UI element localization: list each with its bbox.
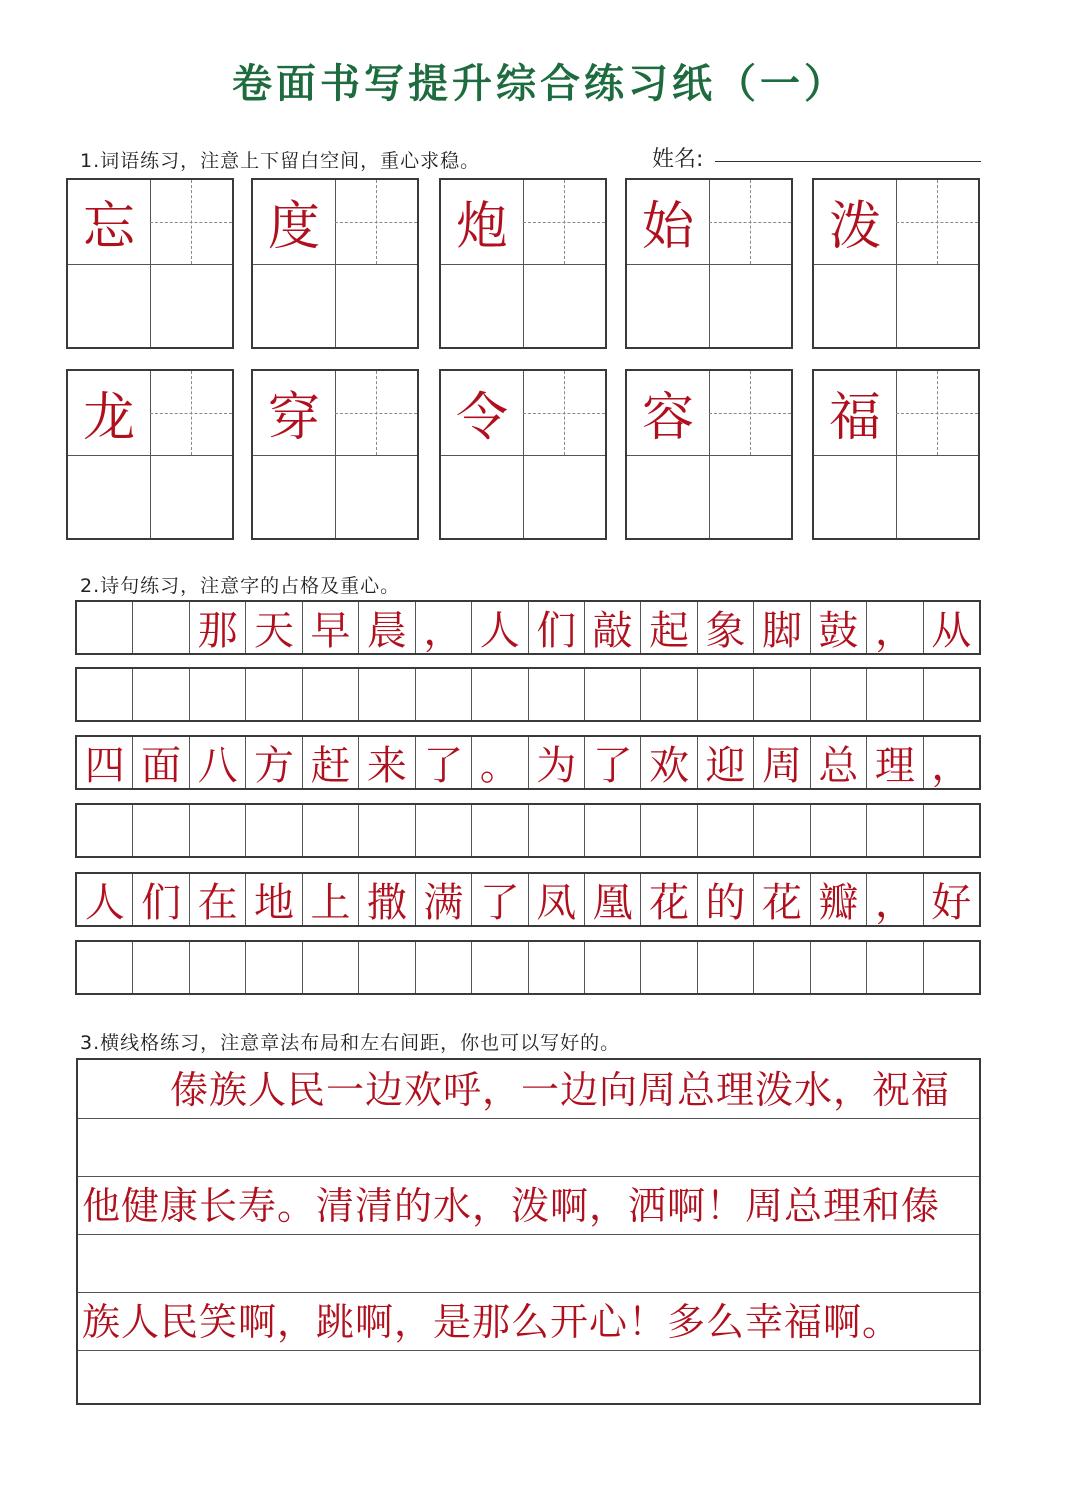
lined-practice-box — [76, 1058, 981, 1405]
grid-cell[interactable] — [529, 942, 585, 993]
grid-cell[interactable] — [416, 669, 472, 720]
grid-cell[interactable]: ， — [931, 743, 972, 789]
grid-cell[interactable]: 凤 — [529, 874, 585, 925]
grid-cell[interactable] — [641, 805, 697, 856]
model-sentence-row — [75, 735, 981, 790]
grid-cell[interactable]: 在 — [190, 874, 246, 925]
grid-cell[interactable]: 了 — [416, 737, 472, 788]
grid-cell[interactable] — [303, 669, 359, 720]
grid-cell[interactable] — [754, 669, 810, 720]
grid-cell[interactable] — [529, 669, 585, 720]
grid-cell[interactable] — [924, 669, 979, 720]
grid-cell[interactable] — [190, 942, 246, 993]
grid-cell[interactable]: 欢 — [641, 737, 697, 788]
grid-cell[interactable]: 人 — [77, 874, 133, 925]
grid-cell[interactable]: 们 — [529, 602, 585, 653]
blank-writing-line[interactable] — [82, 1120, 975, 1176]
grid-cell[interactable]: ， — [867, 874, 923, 925]
grid-cell[interactable] — [641, 942, 697, 993]
name-field[interactable] — [715, 161, 981, 162]
grid-cell[interactable] — [303, 942, 359, 993]
tian-box[interactable] — [66, 369, 234, 540]
grid-cell[interactable] — [811, 805, 867, 856]
grid-cell[interactable]: 花 — [641, 874, 697, 925]
grid-cell[interactable] — [698, 942, 754, 993]
grid-cell[interactable] — [303, 805, 359, 856]
grid-guide-line — [68, 264, 232, 265]
grid-cell[interactable] — [133, 669, 189, 720]
grid-guide-line — [627, 455, 791, 456]
blank-writing-line[interactable] — [82, 1236, 975, 1292]
grid-cell[interactable] — [472, 942, 528, 993]
grid-cell[interactable]: 总 — [811, 737, 867, 788]
grid-guide-line — [814, 455, 978, 456]
grid-guide-line — [68, 455, 232, 456]
grid-guide-line — [253, 264, 417, 265]
model-character: 始 — [641, 197, 694, 258]
tian-box[interactable] — [251, 369, 419, 540]
grid-cell[interactable] — [472, 805, 528, 856]
ruled-line — [78, 1292, 979, 1293]
grid-guide-line — [709, 413, 791, 414]
grid-cell[interactable] — [190, 805, 246, 856]
grid-cell[interactable]: 象 — [698, 602, 754, 653]
grid-cell[interactable]: 凰 — [585, 874, 641, 925]
grid-cell[interactable]: 起 — [641, 602, 697, 653]
grid-cell[interactable]: 撒 — [359, 874, 415, 925]
model-character: 炮 — [455, 197, 508, 258]
grid-cell[interactable] — [585, 942, 641, 993]
grid-guide-line — [335, 222, 417, 223]
tian-box[interactable] — [812, 178, 980, 349]
page-title: 卷面书写提升综合练习纸（一） — [232, 60, 848, 107]
grid-cell[interactable]: 好 — [931, 880, 972, 926]
model-sentence-row — [75, 872, 981, 927]
model-character: 度 — [267, 197, 320, 258]
tian-box[interactable] — [625, 178, 793, 349]
grid-guide-line — [253, 455, 417, 456]
grid-cell[interactable] — [133, 942, 189, 993]
grid-cell[interactable] — [811, 942, 867, 993]
grid-guide-line — [150, 222, 232, 223]
grid-cell[interactable]: 理 — [867, 737, 923, 788]
grid-cell[interactable] — [246, 669, 302, 720]
grid-guide-line — [627, 264, 791, 265]
grid-cell[interactable] — [246, 805, 302, 856]
blank-practice-row — [75, 940, 981, 995]
grid-cell[interactable] — [585, 669, 641, 720]
grid-cell[interactable]: 面 — [133, 737, 189, 788]
grid-guide-line — [523, 413, 605, 414]
grid-guide-line — [814, 264, 978, 265]
grid-cell[interactable] — [77, 669, 133, 720]
grid-cell[interactable] — [416, 942, 472, 993]
grid-cell[interactable] — [359, 942, 415, 993]
blank-practice-row — [75, 667, 981, 722]
tian-box[interactable] — [625, 369, 793, 540]
ruled-line — [78, 1176, 979, 1177]
tian-box[interactable] — [251, 178, 419, 349]
grid-cell[interactable]: 早 — [303, 602, 359, 653]
model-text-line[interactable]: 傣族人民一边欢呼，一边向周总理泼水，祝福 — [170, 1068, 951, 1112]
tian-box[interactable] — [812, 369, 980, 540]
grid-cell[interactable]: 瓣 — [811, 874, 867, 925]
model-character: 龙 — [82, 388, 135, 449]
grid-cell[interactable]: 八 — [190, 737, 246, 788]
grid-cell[interactable] — [190, 669, 246, 720]
section3-instruction: 3.横线格练习，注意章法布局和左右间距，你也可以写好的。 — [80, 1032, 621, 1054]
grid-cell[interactable]: 那 — [190, 602, 246, 653]
grid-guide-line — [335, 413, 417, 414]
grid-cell[interactable]: 晨 — [359, 602, 415, 653]
grid-cell[interactable]: 们 — [133, 874, 189, 925]
grid-cell[interactable] — [77, 805, 133, 856]
model-character: 令 — [455, 388, 508, 449]
tian-box[interactable] — [66, 178, 234, 349]
grid-guide-line — [896, 413, 978, 414]
grid-cell[interactable] — [416, 805, 472, 856]
grid-cell[interactable]: 迎 — [698, 737, 754, 788]
grid-cell[interactable] — [754, 942, 810, 993]
grid-cell[interactable]: 人 — [472, 602, 528, 653]
grid-cell[interactable] — [924, 805, 979, 856]
grid-cell[interactable] — [77, 942, 133, 993]
model-character: 福 — [828, 388, 881, 449]
grid-cell[interactable]: 的 — [698, 874, 754, 925]
ruled-line — [78, 1234, 979, 1235]
blank-writing-line[interactable] — [82, 1352, 975, 1408]
grid-cell[interactable]: 赶 — [303, 737, 359, 788]
grid-cell[interactable] — [698, 669, 754, 720]
grid-cell[interactable] — [529, 805, 585, 856]
tian-box[interactable] — [439, 369, 607, 540]
grid-cell[interactable] — [867, 805, 923, 856]
grid-cell[interactable] — [472, 669, 528, 720]
grid-cell[interactable]: 花 — [754, 874, 810, 925]
blank-practice-row — [75, 803, 981, 858]
grid-cell[interactable] — [246, 942, 302, 993]
grid-cell[interactable]: 地 — [246, 874, 302, 925]
model-sentence-row — [75, 600, 981, 655]
grid-cell[interactable] — [867, 669, 923, 720]
grid-cell[interactable]: 天 — [246, 602, 302, 653]
section2-instruction: 2.诗句练习，注意字的占格及重心。 — [80, 575, 401, 597]
grid-cell[interactable]: 从 — [931, 608, 972, 654]
grid-cell[interactable]: 为 — [529, 737, 585, 788]
grid-cell[interactable] — [359, 669, 415, 720]
model-text-line[interactable]: 他健康长寿。清清的水，泼啊，洒啊！周总理和傣 — [82, 1184, 941, 1228]
grid-cell[interactable] — [133, 805, 189, 856]
grid-cell[interactable]: 上 — [303, 874, 359, 925]
grid-cell[interactable] — [811, 669, 867, 720]
grid-cell[interactable] — [867, 942, 923, 993]
model-character: 泼 — [828, 197, 881, 258]
grid-cell[interactable]: 。 — [472, 737, 528, 788]
grid-cell[interactable] — [133, 602, 189, 653]
section1-instruction: 1.词语练习，注意上下留白空间，重心求稳。 — [80, 150, 481, 172]
grid-cell[interactable] — [754, 805, 810, 856]
grid-cell[interactable]: 敲 — [585, 602, 641, 653]
model-character: 穿 — [267, 388, 320, 449]
grid-guide-line — [441, 264, 605, 265]
grid-cell[interactable] — [641, 669, 697, 720]
grid-guide-line — [523, 222, 605, 223]
grid-cell[interactable]: ， — [867, 602, 923, 653]
ruled-line — [78, 1350, 979, 1351]
grid-cell[interactable] — [77, 602, 133, 653]
grid-guide-line — [709, 222, 791, 223]
grid-cell[interactable]: 了 — [472, 874, 528, 925]
grid-cell[interactable] — [359, 805, 415, 856]
tian-box[interactable] — [439, 178, 607, 349]
grid-guide-line — [441, 455, 605, 456]
ruled-line — [78, 1118, 979, 1119]
grid-cell[interactable]: ， — [416, 602, 472, 653]
name-label: 姓名: — [652, 147, 704, 172]
model-character: 忘 — [82, 197, 135, 258]
grid-cell[interactable]: 了 — [585, 737, 641, 788]
model-character: 容 — [641, 388, 694, 449]
grid-guide-line — [150, 413, 232, 414]
grid-cell[interactable]: 周 — [754, 737, 810, 788]
grid-cell[interactable] — [698, 805, 754, 856]
model-text-line[interactable]: 族人民笑啊，跳啊，是那么开心！多么幸福啊。 — [82, 1300, 902, 1344]
grid-guide-line — [896, 222, 978, 223]
grid-cell[interactable]: 方 — [246, 737, 302, 788]
grid-cell[interactable]: 来 — [359, 737, 415, 788]
grid-cell[interactable]: 满 — [416, 874, 472, 925]
grid-cell[interactable]: 脚 — [754, 602, 810, 653]
grid-cell[interactable] — [585, 805, 641, 856]
grid-cell[interactable] — [924, 942, 979, 993]
grid-cell[interactable]: 鼓 — [811, 602, 867, 653]
grid-cell[interactable]: 四 — [77, 737, 133, 788]
